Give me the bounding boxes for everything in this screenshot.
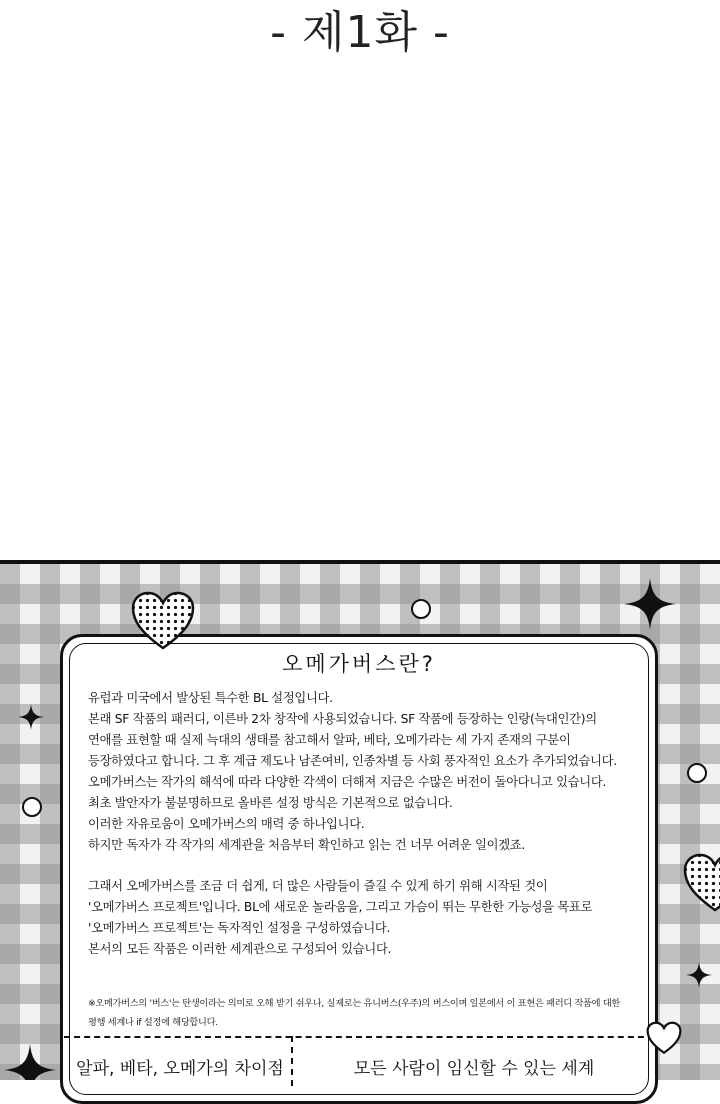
paragraph-1-line: 이러한 자유로움이 오메가버스의 매력 중 하나입니다. bbox=[88, 817, 365, 831]
paragraph-1-line: 하지만 독자가 각 작가의 세계관을 처음부터 확인하고 읽는 건 너무 어려운 일이겠죠. bbox=[88, 838, 525, 852]
sparkle-star-icon bbox=[624, 578, 676, 630]
section-divider-vertical bbox=[291, 1036, 293, 1086]
paragraph-2-line: '오메가버스 프로젝트'는 독자적인 설정을 구성하였습니다. bbox=[88, 921, 391, 935]
paragraph-2-line: '오메가버스 프로젝트'입니다. BL에 새로운 놀라움을, 그리고 가슴이 뛰는 무한한 가능성을 목표로 bbox=[88, 900, 593, 914]
subsection-title-left: 알파, 베타, 오메가의 차이점 bbox=[76, 1059, 284, 1079]
footnote-line: 평행 세계나 if 설정에 해당합니다. bbox=[88, 1017, 218, 1028]
sparkle-star-icon bbox=[4, 1044, 56, 1080]
subsection-title-right: 모든 사람이 임신할 수 있는 세계 bbox=[353, 1059, 595, 1079]
circle-dot-icon bbox=[21, 796, 43, 818]
paragraph-1-line: 등장하였다고 합니다. 그 후 계급 제도나 남존여비, 인종차별 등 사회 풍자적인 요소가 추가되었습니다. bbox=[88, 754, 617, 768]
paragraph-2-line: 본서의 모든 작품은 이러한 세계관으로 구성되어 있습니다. bbox=[88, 942, 392, 956]
sparkle-star-icon bbox=[18, 704, 44, 730]
outline-heart-icon bbox=[646, 1020, 682, 1056]
circle-dot-icon bbox=[686, 762, 708, 784]
circle-dot-icon bbox=[410, 598, 432, 620]
paragraph-1 bbox=[88, 688, 648, 856]
paragraph-1-line: 본래 SF 작품의 패러디, 이른바 2차 창작에 사용되었습니다. SF 작품에 등장하는 인랑(늑대인간)의 bbox=[88, 712, 597, 726]
section-divider-horizontal bbox=[64, 1036, 654, 1038]
paragraph-2-line: 그래서 오메가버스를 조금 더 쉽게, 더 많은 사람들이 즐길 수 있게 하기 위해 시작된 것이 bbox=[88, 879, 548, 893]
sparkle-star-icon bbox=[686, 962, 712, 988]
paragraph-1-line: 오메가버스는 작가의 해석에 따라 다양한 각색이 더해져 지금은 수많은 버전이 돌아다니고 있습니다. bbox=[88, 775, 607, 789]
paragraph-2 bbox=[88, 876, 648, 960]
episode-title: - 제1화 - bbox=[270, 7, 450, 58]
paragraph-1-line: 최초 발안자가 불분명하므로 올바른 설정 방식은 기본적으로 없습니다. bbox=[88, 796, 453, 810]
footnote bbox=[88, 994, 648, 1032]
footnote-line: ※오메가버스의 '버스'는 탄생이라는 의미로 오해 받기 쉬우나, 실제로는 유니버스(우주)의 버스이며 일본에서 이 표현은 패러디 작품에 대한 bbox=[88, 998, 620, 1009]
paragraph-1-line: 유럽과 미국에서 발상된 특수한 BL 설정입니다. bbox=[88, 691, 333, 705]
panel-title: 오메가버스란? bbox=[282, 652, 436, 676]
paragraph-1-line: 연애를 표현할 때 실제 늑대의 생태를 참고해서 알파, 베타, 오메가라는 세 가지 존재의 구분이 bbox=[88, 733, 571, 747]
polka-dot-heart-icon bbox=[682, 852, 720, 914]
polka-dot-heart-icon bbox=[130, 590, 196, 652]
